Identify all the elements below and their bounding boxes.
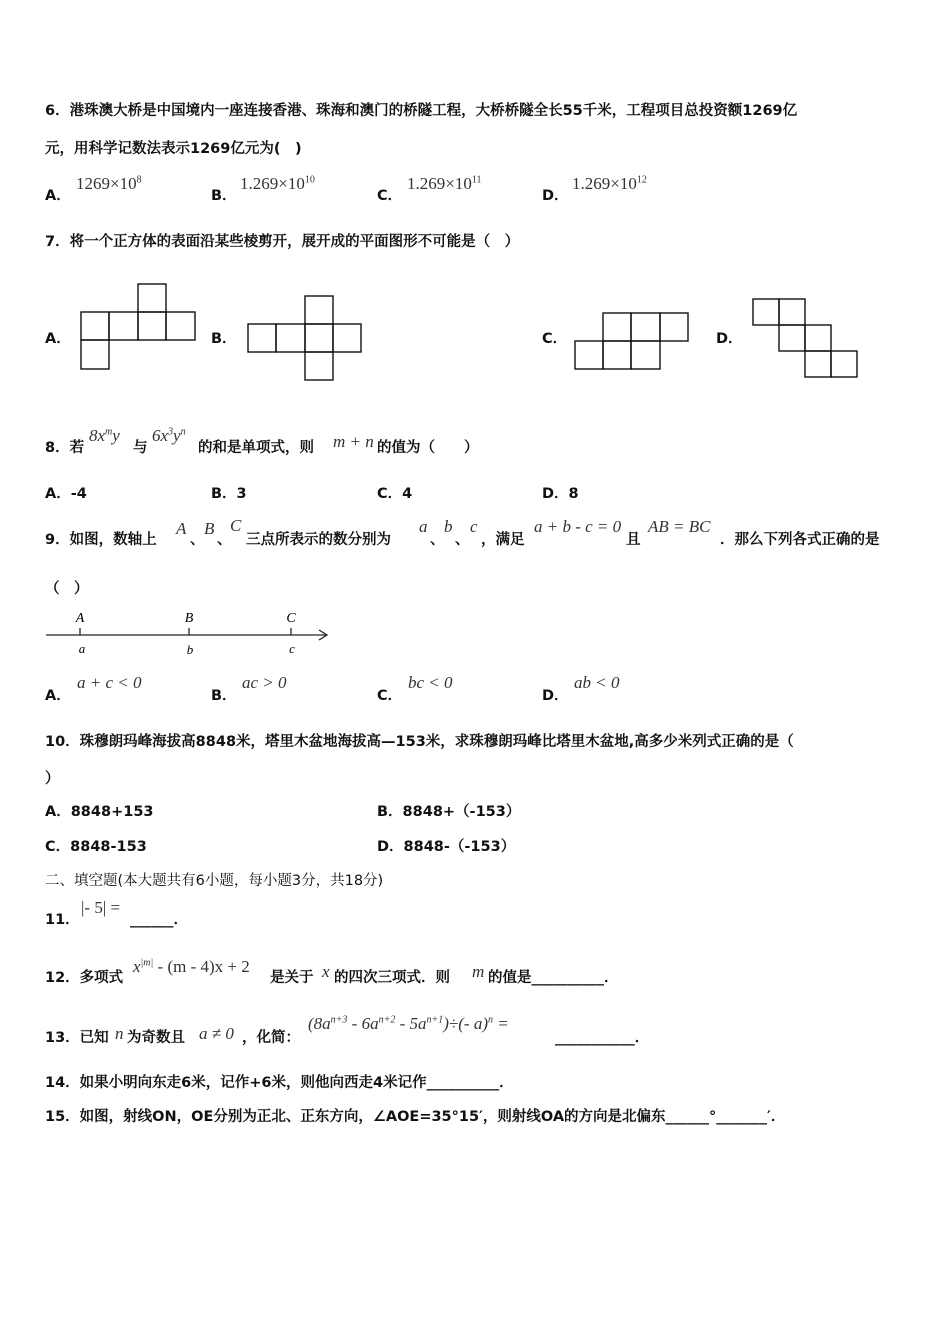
q9-point-c: C xyxy=(230,516,242,535)
q14-text: 14．如果小明向东走6米，记作+6米，则他向西走4米记作__________． xyxy=(45,1075,514,1091)
q9-point-b: B xyxy=(204,519,215,538)
q13-expr: $(8a^{n+3} - 6a^{n+2} - 5a^{n+1})\div(-$ a)$^n$ = xyxy=(308,1014,509,1033)
q7-option-b-label: B． xyxy=(211,331,237,347)
q10-option-a: A．8848+153 xyxy=(45,804,154,820)
q13-var-n: n xyxy=(115,1024,124,1043)
q13-post: ，化简： xyxy=(242,1030,300,1046)
q9-option-a-label: A． xyxy=(45,688,71,704)
axis-label-c: C xyxy=(286,611,296,626)
q9-option-b-label: B． xyxy=(211,688,237,704)
q12-expr: $x^{|m|} - (m - 4)x + 2$ xyxy=(133,957,250,976)
q6-option-b-label: B． xyxy=(211,188,237,204)
q9-number-line xyxy=(40,604,340,660)
q9-var-c: c xyxy=(470,517,478,536)
q8-end: 的值为（ ） xyxy=(377,440,479,456)
q8-text: 的和是单项式，则 xyxy=(198,440,314,456)
q8-option-b: B．3 xyxy=(211,486,247,502)
q11-blank: ______． xyxy=(130,912,188,928)
axis-value-a: a xyxy=(78,641,86,656)
q9-sep3: 、 xyxy=(430,532,445,548)
q11-number: 11． xyxy=(45,912,80,928)
q10-line2: ） xyxy=(45,771,60,787)
q8-option-c: C．4 xyxy=(377,486,413,502)
q9-mid2: ，满足 xyxy=(481,532,525,548)
q7-net-a-figure xyxy=(78,282,198,372)
q9-condition2: AB = BC xyxy=(648,517,711,536)
q9-option-c-expr: bc < 0 xyxy=(408,673,453,692)
q7-text: 7．将一个正方体的表面沿某些棱剪开，展开成的平面图形不可能是（ ） xyxy=(45,234,520,250)
q9-var-a: a xyxy=(419,517,428,536)
axis-label-a: A xyxy=(75,611,85,626)
q13-end: ___________． xyxy=(555,1030,650,1046)
q9-mid: 三点所表示的数分别为 xyxy=(246,532,391,548)
q10-option-c: C．8848-153 xyxy=(45,839,147,855)
q9-option-c-label: C． xyxy=(377,688,403,704)
q13-prefix: 13．已知 xyxy=(45,1030,109,1046)
q9-sep2: 、 xyxy=(217,532,232,548)
q15-text: 15．如图，射线ON，OE分别为正北、正东方向，∠AOE=35°15′，则射线OA的方向是北偏东______°_______′． xyxy=(45,1109,786,1125)
q6-option-a-expr: $1269\times 10^8$ xyxy=(76,174,142,193)
q8-term2: $6x^3y^n$ xyxy=(152,426,186,445)
q8-option-d: D．8 xyxy=(542,486,579,502)
q12-end: 的值是__________． xyxy=(488,970,619,986)
q6-option-a-label: A． xyxy=(45,188,71,204)
q9-option-d-expr: ab < 0 xyxy=(574,673,620,692)
q8-and: 与 xyxy=(133,440,148,456)
q9-sep4: 、 xyxy=(455,532,470,548)
q12-var-x: x xyxy=(322,962,330,981)
q9-paren: （ ） xyxy=(45,581,89,597)
q7-net-b-figure xyxy=(245,294,365,384)
q7-option-c-label: C． xyxy=(542,331,568,347)
q8-option-a: A．-4 xyxy=(45,486,87,502)
q12-mid: 是关于 xyxy=(270,970,314,986)
axis-value-c: c xyxy=(289,641,295,656)
q9-option-a-expr: a + c < 0 xyxy=(77,673,142,692)
q7-net-c-figure xyxy=(572,311,692,373)
q9-post: ．那么下列各式正确的是 xyxy=(720,532,880,548)
q10-line1: 10．珠穆朗玛峰海拔高8848米，塔里木盆地海拔高—153米，求珠穆朗玛峰比塔里木盆地,高多少米列式正确的是（ xyxy=(45,734,794,750)
q10-option-b: B．8848+（-153） xyxy=(377,804,521,820)
q6-option-c-label: C． xyxy=(377,188,403,204)
q9-option-b-expr: ac > 0 xyxy=(242,673,287,692)
q11-expr: |- 5| = xyxy=(81,898,121,917)
q9-prefix: 9．如图，数轴上 xyxy=(45,532,157,548)
q9-sep1: 、 xyxy=(190,532,205,548)
q13-mid: 为奇数且 xyxy=(127,1030,185,1046)
q7-option-d-label: D． xyxy=(716,331,743,347)
q6-option-d-label: D． xyxy=(542,188,569,204)
q8-expr: m + n xyxy=(333,432,374,451)
axis-value-b: b xyxy=(186,642,194,657)
q6-option-b-expr: $1.269\times 10^{10}$ xyxy=(240,174,315,193)
q8-prefix: 8．若 xyxy=(45,440,85,456)
q9-condition1: a + b - c = 0 xyxy=(534,517,622,536)
q9-point-a: A xyxy=(176,519,187,538)
q6-line1: 6．港珠澳大桥是中国境内一座连接香港、珠海和澳门的桥隧工程，大桥桥隧全长55千米，工程项目总投资额1269亿 xyxy=(45,103,798,119)
q8-term1: $8x^my$ xyxy=(89,426,120,445)
axis-label-b: B xyxy=(184,611,194,626)
q9-option-d-label: D． xyxy=(542,688,569,704)
q9-and: 且 xyxy=(626,532,641,548)
q13-condition: a ≠ 0 xyxy=(199,1024,234,1043)
q7-net-d-figure xyxy=(750,297,862,381)
q6-option-d-expr: $1.269\times 10^{12}$ xyxy=(572,174,647,193)
q6-line2: 元，用科学记数法表示1269亿元为( ) xyxy=(45,141,302,157)
q12-var-m: m xyxy=(472,962,485,981)
q12-post: 的四次三项式．则 xyxy=(334,970,450,986)
section-2-heading: 二、填空题(本大题共有6小题，每小题3分，共18分) xyxy=(45,873,384,889)
q7-option-a-label: A． xyxy=(45,331,71,347)
q9-var-b: b xyxy=(444,517,453,536)
q10-option-d: D．8848-（-153） xyxy=(377,839,516,855)
q6-option-c-expr: $1.269\times 10^{11}$ xyxy=(407,174,482,193)
q12-prefix: 12．多项式 xyxy=(45,970,124,986)
